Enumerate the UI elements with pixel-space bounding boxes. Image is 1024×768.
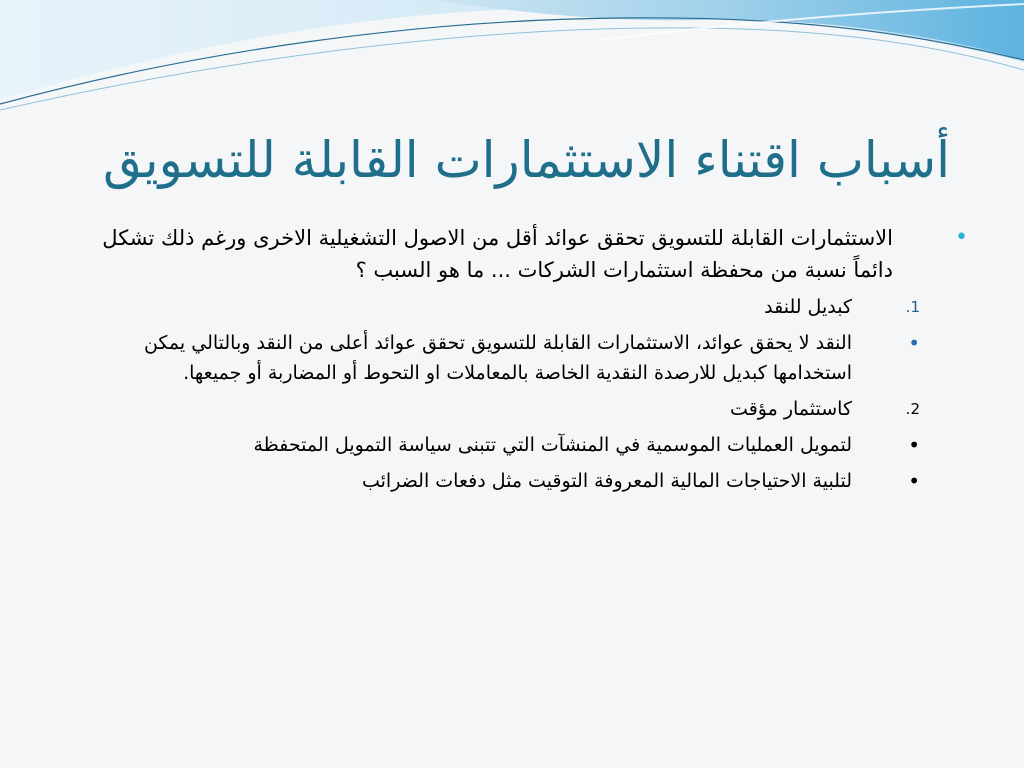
sub-bullet-item	[80, 430, 970, 460]
bullet-list	[80, 222, 970, 496]
sub-bullet-item	[80, 466, 970, 496]
sub-bullet-text: لتمويل العمليات الموسمية في المنشآت التي تتبنى سياسة التمويل المتحفظة	[253, 434, 852, 456]
numbered-item-text: كبديل للنقد	[764, 296, 852, 318]
slide-title: أسباب اقتناء الاستثمارات القابلة للتسويق	[102, 131, 950, 189]
bullet-marker: •	[908, 469, 920, 493]
bullet-item-main	[80, 222, 970, 286]
sub-bullet-item	[80, 328, 970, 388]
numbered-item-2	[80, 394, 970, 424]
numbered-item-text: كاستثمار مؤقت	[730, 398, 852, 420]
sub-bullet-text: النقد لا يحقق عوائد، الاستثمارات القابلة للتسويق تحقق عوائد أعلى من النقد وبالتالي يمكن استخدامها كبديل للارصدة النقدية الخاصة بالمعاملات او التحوط أو المضاربة أو جميعها.	[143, 332, 852, 384]
bullet-marker: •	[908, 433, 920, 457]
number-marker: 1.	[905, 298, 920, 316]
bullet-marker: •	[955, 225, 968, 250]
bullet-text: الاستثمارات القابلة للتسويق تحقق عوائد أقل من الاصول التشغيلية الاخرى ورغم ذلك تشكل دائماً نسبة من محفظة استثمارات الشركات ... ما هو السبب ؟	[102, 226, 893, 282]
number-marker: 2.	[905, 400, 920, 418]
sub-bullet-text: لتلبية الاحتياجات المالية المعروفة التوقيت مثل دفعات الضرائب	[361, 470, 852, 492]
header-wave-decoration	[0, 0, 1024, 130]
numbered-item-1	[80, 292, 970, 322]
bullet-marker: •	[908, 331, 920, 355]
